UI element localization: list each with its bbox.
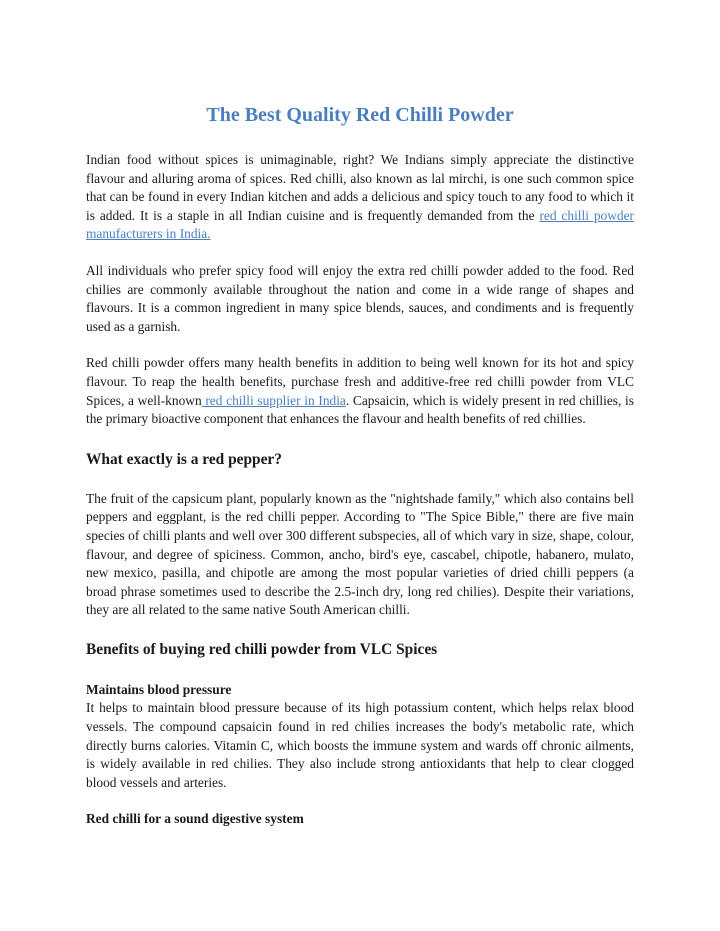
intro-paragraph	[86, 151, 634, 244]
red-pepper-heading: What exactly is a red pepper?	[86, 450, 282, 468]
supplier-link[interactable]: red chilli supplier in India	[201, 392, 346, 408]
blood-pressure-subheading: Maintains blood pressure	[86, 681, 232, 697]
health-text-before: Red chilli powder offers many health benefits in addition to being well known for its hot and spicy flavour. To reap the health benefits, purchase fresh and additive-free red chilli powder from VLC Spices, a well-known	[86, 355, 634, 408]
manufacturers-link[interactable]: red chilli powder manufacturers in India.	[86, 207, 634, 242]
intro-text: Indian food without spices is unimaginable, right? We Indians simply appreciate the distinctive flavour and alluring aroma of spices. Red chilli, also known as lal mirchi, is one such common spice that can be found in every Indian kitchen and adds a delicious and spicy touch to any food to which it is added. It is a staple in all Indian cuisine and is frequently demanded from the	[86, 152, 634, 223]
page-title: The Best Quality Red Chilli Powder	[206, 104, 514, 126]
health-benefits-paragraph	[86, 354, 634, 428]
spicy-food-paragraph: All individuals who prefer spicy food will enjoy the extra red chilli powder added to the food. Red chilies are commonly available throughout the nation and come in a wide range of shapes and flavours. It is a common ingredient in many spice blends, sauces, and condiments and is frequently used as a garnish.	[86, 262, 634, 334]
blood-pressure-paragraph: It helps to maintain blood pressure because of its high potassium content, which helps relax blood vessels. The compound capsaicin found in red chilies increases the body's metabolic rate, which directly burns calories. Vitamin C, which boosts the immune system and wards off chronic ailments, is widely available in red chilies. They also include strong antioxidants that help to clear clogged blood vessels and arteries.	[86, 700, 634, 790]
benefits-heading: Benefits of buying red chilli powder from VLC Spices	[86, 640, 438, 658]
red-pepper-paragraph: The fruit of the capsicum plant, popularly known as the "nightshade family," which also contains bell peppers and eggplant, is the red chilli pepper. According to "The Spice Bible," there are five main species of chilli plants and well over 300 different subspecies, all of which vary in size, shape, colour, flavour, and degree of spiciness. Common, ancho, bird's eye, cascabel, chipotle, habanero, mulato, new mexico, pasilla, and chipotle are among the most popular varieties of dried chilli peppers (a broad phrase sometimes used to describe the 2.5-inch dry, long red chilies). Despite their variations, they are all related to the same native South American chilli.	[86, 490, 634, 618]
health-text-after: . Capsaicin, which is widely present in red chillies, is the primary bioactive component that enhances the flavour and health benefits of red chillies.	[86, 392, 634, 427]
digestive-subheading: Red chilli for a sound digestive system	[86, 811, 304, 827]
